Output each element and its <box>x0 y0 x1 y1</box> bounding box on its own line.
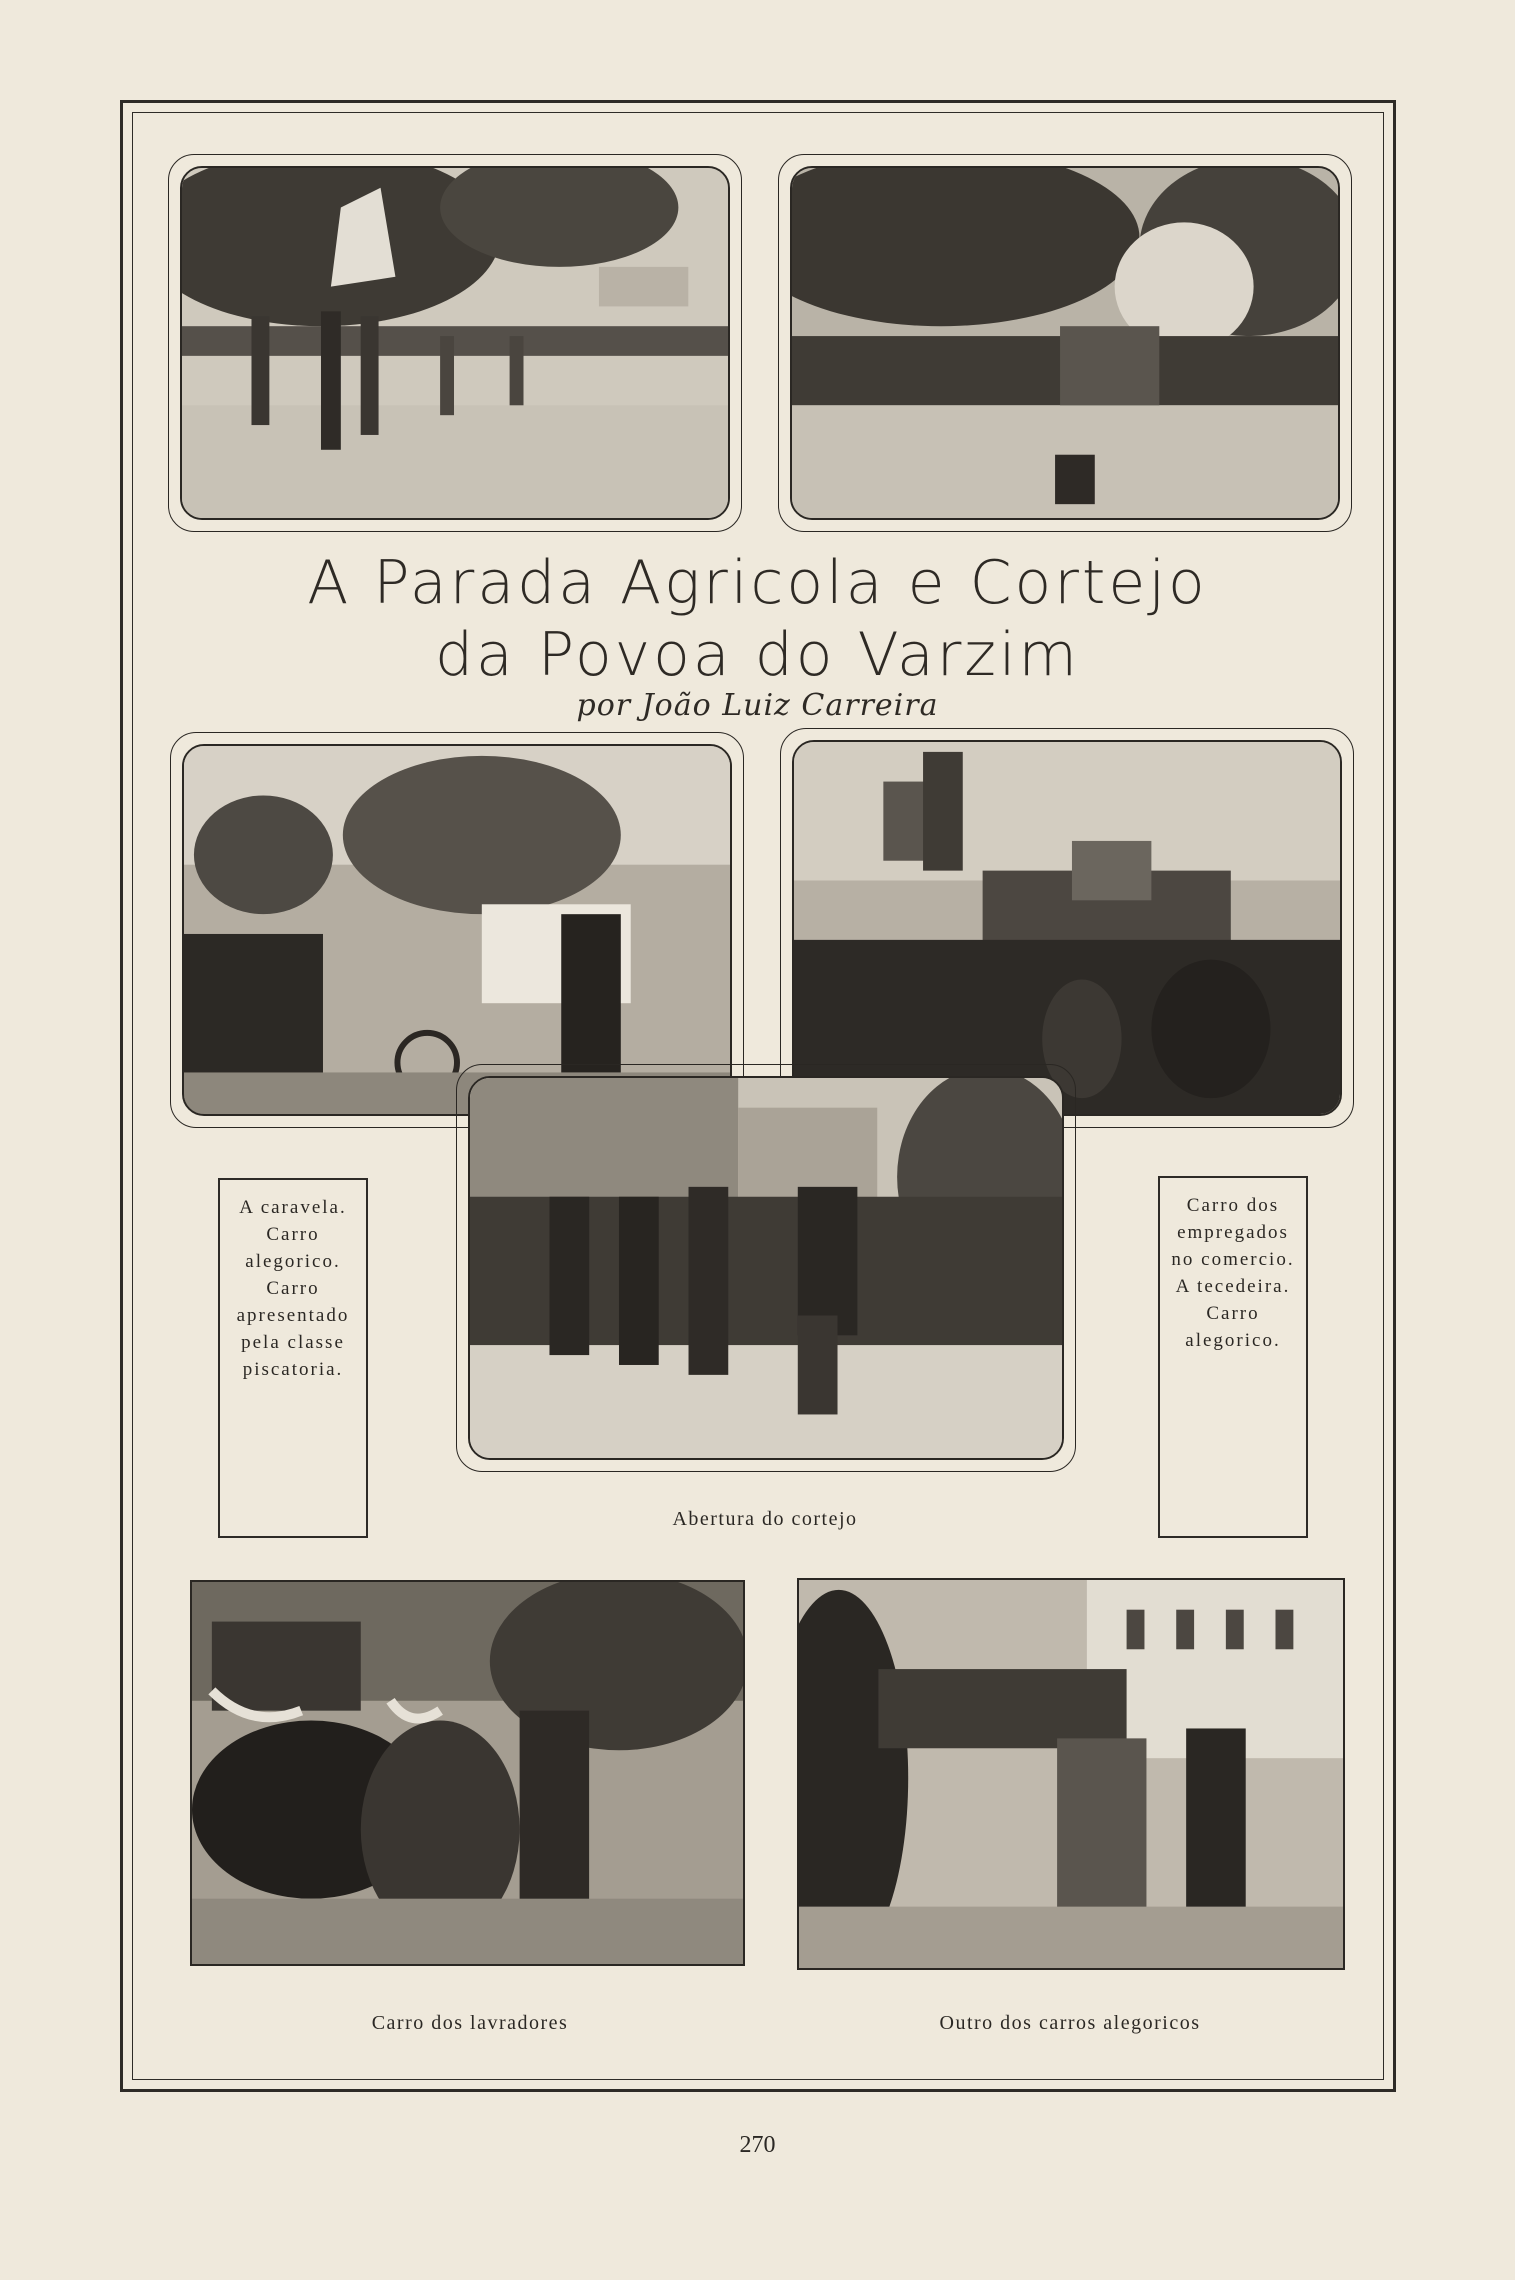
photo-center-procession-opening <box>468 1076 1064 1460</box>
article-title-line-2: da Povoa do Varzim <box>434 620 1081 690</box>
article-title-line-1: A Parada Agricola e Cortejo <box>307 548 1208 618</box>
photo-middle-left-palm-float <box>182 744 732 1116</box>
photo-middle-right-textile-cart <box>792 740 1342 1116</box>
photo-top-right-globe <box>790 166 1340 520</box>
side-caption-left-text: A caravela. Carro alegorico. Carro apresentado pela classe piscatoria. <box>236 1197 350 1380</box>
side-caption-left <box>218 1178 368 1538</box>
caption-bottom-right-photo: Outro dos carros alegoricos <box>939 2012 1201 2034</box>
photo-top-left-caravel <box>180 166 730 520</box>
photo-bottom-right-allegorical-cart <box>797 1578 1345 1970</box>
photo-bottom-left-oxen-cart <box>190 1580 745 1966</box>
article-byline: por João Luiz Carreira <box>576 688 939 723</box>
caption-center-photo: Abertura do cortejo <box>672 1508 858 1530</box>
side-caption-right <box>1158 1176 1308 1538</box>
caption-bottom-left-photo: Carro dos lavradores <box>371 2012 569 2034</box>
side-caption-right-text: Carro dos empregados no comercio. A tecedeira. Carro alegorico. <box>1171 1195 1295 1351</box>
page-number: 270 <box>739 2132 776 2158</box>
